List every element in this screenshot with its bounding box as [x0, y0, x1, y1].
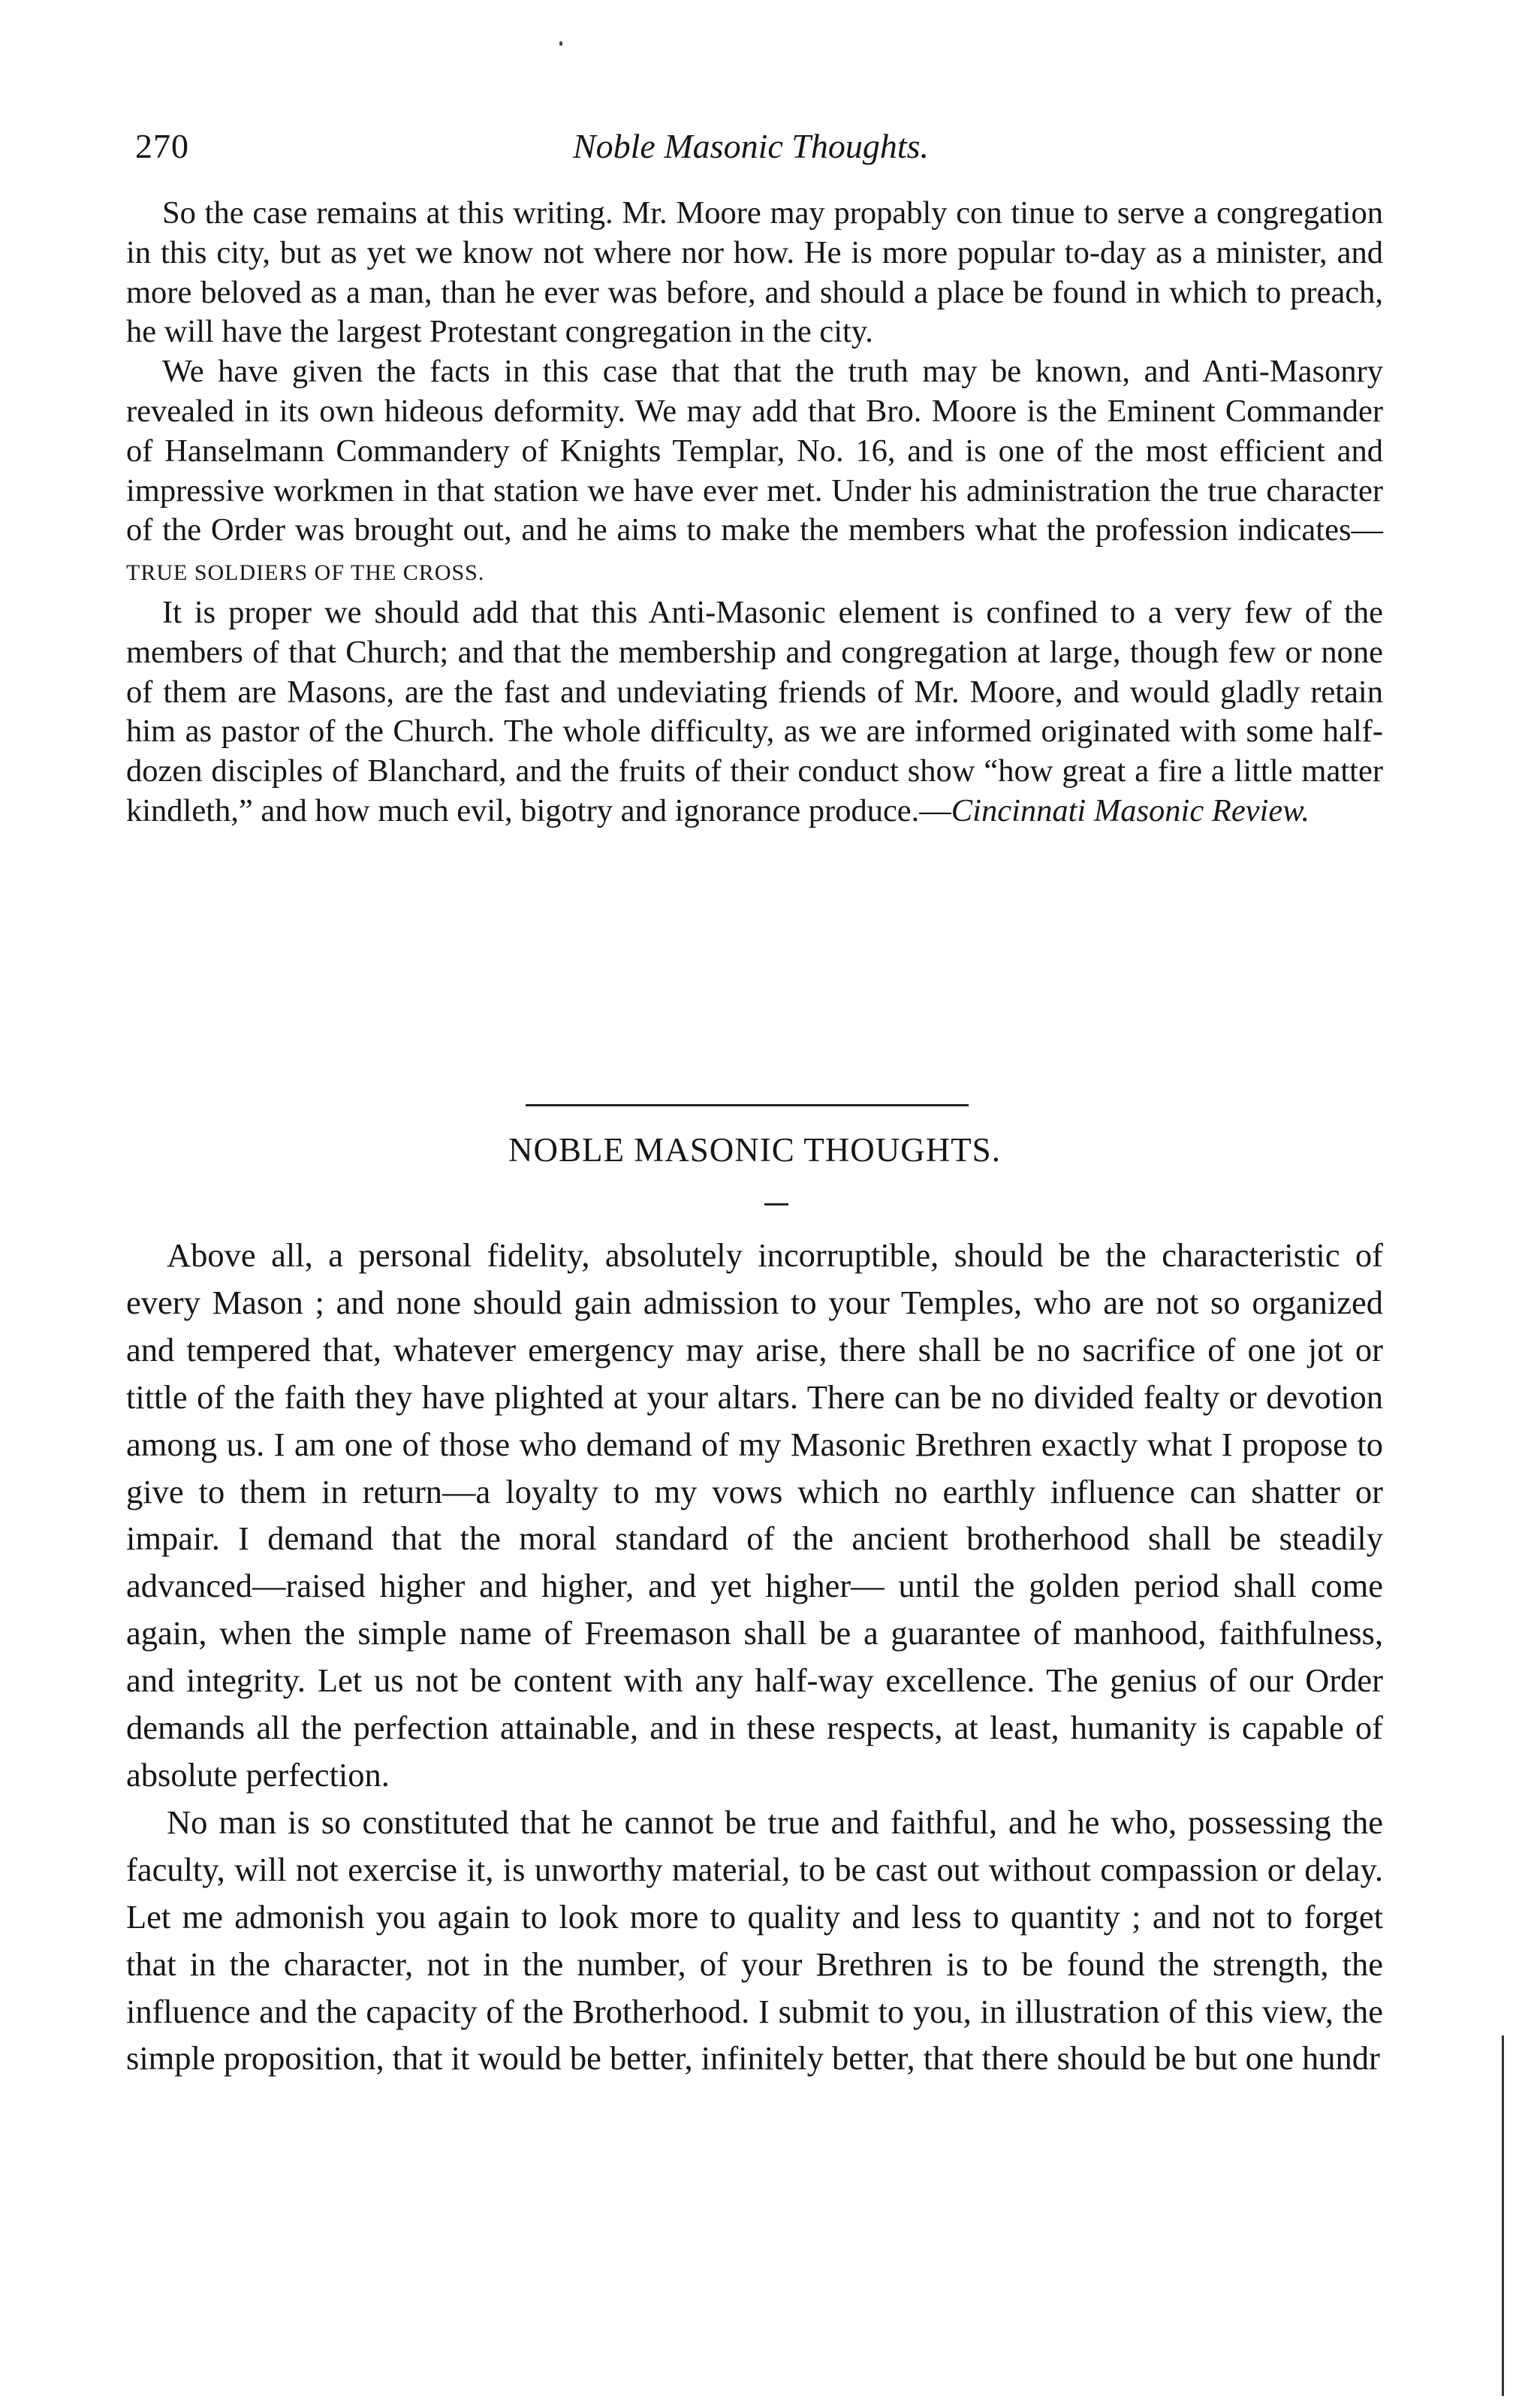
paragraph: So the case remains at this writing. Mr. Moore may propably con tinue to serve a congregation in this city, but as yet we know not where nor how. He is more popular to-day as a minister, and more beloved as a man, than he ever was before, and should a place be found in which to preach, he will have the largest Protestant congregation in the city.: [126, 195, 1383, 350]
article-body: [126, 1232, 1383, 2082]
ink-speck: [559, 41, 562, 46]
margin-line: [1502, 2035, 1504, 2396]
paragraph: Above all, a personal fidelity, absolutely incorruptible, should be the characteristic of every Mason ; and none should gain admission to your Temples, who are not so organized and tempered that, whatever emergency may arise, there shall be no sacrifice of one jot or tittle of the faith they have plighted at your altars. There can be no divided fealty or devotion among us. I am one of those who demand of my Masonic Brethren exactly what I propose to give to them in return—a loyalty to my vows which no earthly influence can shatter or impair. I demand that the moral standard of the ancient brotherhood shall be steadily advanced—raised higher and higher, and yet higher— until the golden period shall come again, when the simple name of Freemason shall be a guarantee of manhood, faithfulness, and integrity. Let us not be content with any half-way excellence. The genius of our Order demands all the perfection attainable, and in these respects, at least, humanity is capable of absolute perfection.: [126, 1236, 1383, 1794]
running-title: Noble Masonic Thoughts.: [572, 127, 930, 165]
article-heading: NOBLE MASONIC THOUGHTS.: [508, 1131, 1001, 1169]
paragraph-text: It is proper we should add that this Anti-Masonic element is confined to a very few of the members of that Church; and that the membership and congregation at large, though few or none of them are Masons, are the fast and undeviating friends of Mr. Moore, and would gladly retain him as pastor of the Church. The whole difficulty, as we are informed originated with some half-dozen disciples of Blanchard, and the fruits of their conduct show “how great a fire a little matter kindleth,” and how much evil, bigotry and ignorance produce.—: [126, 594, 1383, 828]
heading-dash: [764, 1203, 788, 1206]
section-divider: [526, 1104, 969, 1106]
running-head: [135, 126, 1382, 179]
continued-article: [126, 194, 1383, 831]
paragraph-text: We have given the facts in this case that that the truth may be known, and Anti-Masonry revealed in its own hideous deformity. We may add that Bro. Moore is the Eminent Commander of Hanselmann Commandery of Knights Templar, No. 16, and is one of the most efficient and impressive workmen in that station we have ever met. Under his administration the true character of the Order was brought out, and he aims to make the members what the profession indicates—: [126, 354, 1383, 548]
source-citation: Cincinnati Masonic Review.: [951, 792, 1310, 828]
paragraph: [126, 593, 1383, 831]
paragraph: No man is so constituted that he cannot be true and faithful, and he who, possessing the faculty, will not exercise it, is unworthy material, to be cast out without compassion or delay. Let me admonish you again to look more to quality and less to quantity ; and not to forget that in the character, not in the number, of your Brethren is to be found the strength, the influence and the capacity of the Brotherhood. I submit to you, in illustration of this view, the simple proposition, that it would be better, infinitely better, that there should be but one hundr: [126, 1803, 1383, 2078]
paragraph: [126, 352, 1383, 593]
page-number: 270: [135, 127, 189, 165]
small-caps-phrase: TRUE SOLDIERS OF THE CROSS.: [126, 560, 485, 586]
